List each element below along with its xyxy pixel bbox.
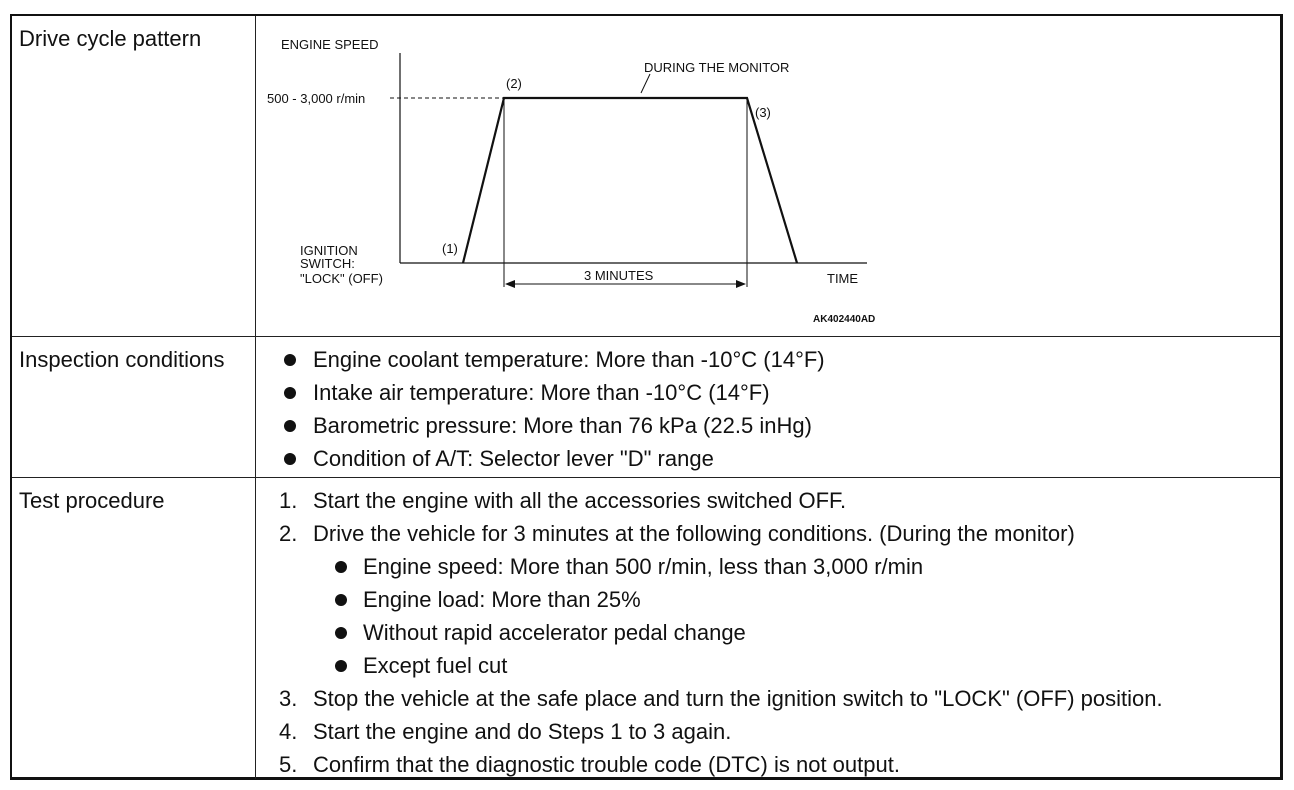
test-procedure-cell — [257, 478, 1280, 779]
sub-condition-text: Without rapid accelerator pedal change — [363, 620, 746, 645]
duration-label: 3 MINUTES — [584, 268, 654, 283]
test-procedure-row — [12, 477, 1280, 779]
drive-cycle-diagram — [257, 16, 1281, 334]
bullet-icon — [284, 420, 296, 432]
point-1-label: (1) — [442, 241, 458, 256]
x-axis-label: TIME — [827, 271, 859, 286]
condition-text: Intake air temperature: More than -10°C (14°F) — [313, 380, 770, 405]
bullet-icon — [284, 354, 296, 366]
condition-text: Engine coolant temperature: More than -10°C (14°F) — [313, 347, 825, 372]
drive-cycle-table — [10, 14, 1283, 780]
condition-text: Condition of A/T: Selector lever "D" range — [313, 446, 714, 471]
step-text: Start the engine with all the accessories switched OFF. — [313, 488, 847, 513]
step-text: Confirm that the diagnostic trouble code (DTC) is not output. — [313, 752, 900, 777]
bullet-icon — [335, 627, 347, 639]
ignition-label-line-2: SWITCH: — [300, 256, 355, 271]
bullet-icon — [335, 660, 347, 672]
step-text: Drive the vehicle for 3 minutes at the following conditions. (During the monitor) — [313, 521, 1075, 546]
inspection-conditions-cell — [257, 337, 1280, 477]
bullet-icon — [284, 453, 296, 465]
inspection-conditions-row — [12, 336, 1280, 477]
duration-arrow-left — [505, 280, 515, 288]
bullet-icon — [335, 594, 347, 606]
ignition-label-line-1: IGNITION — [300, 243, 358, 258]
step-number: 1. — [279, 488, 298, 513]
duration-arrow-right — [736, 280, 746, 288]
test-procedure-label: Test procedure — [12, 478, 256, 779]
point-3-label: (3) — [755, 105, 771, 120]
step-number: 2. — [279, 521, 298, 546]
monitor-label: DURING THE MONITOR — [644, 60, 790, 75]
sub-condition-text: Engine load: More than 25% — [363, 587, 641, 612]
bullet-icon — [284, 387, 296, 399]
step-text: Start the engine and do Steps 1 to 3 again. — [313, 719, 732, 744]
bullet-icon — [335, 561, 347, 573]
ignition-label-line-3: "LOCK" (OFF) — [300, 271, 383, 286]
sub-condition-text: Except fuel cut — [363, 653, 508, 678]
monitor-leader-line — [641, 74, 650, 93]
figure-code: AK402440AD — [813, 314, 876, 325]
step-number: 5. — [279, 752, 298, 777]
step-text: Stop the vehicle at the safe place and turn the ignition switch to "LOCK" (OFF) position. — [313, 686, 1163, 711]
drive-cycle-diagram-cell — [257, 16, 1280, 336]
condition-text: Barometric pressure: More than 76 kPa (22.5 inHg) — [313, 413, 812, 438]
point-2-label: (2) — [506, 76, 522, 91]
y-axis-label: ENGINE SPEED — [281, 37, 379, 52]
speed-level-label: 500 - 3,000 r/min — [267, 91, 366, 106]
step-number: 4. — [279, 719, 298, 744]
drive-cycle-row — [12, 16, 1280, 336]
inspection-conditions-label: Inspection conditions — [12, 337, 256, 477]
drive-cycle-label: Drive cycle pattern — [12, 16, 256, 336]
step-number: 3. — [279, 686, 298, 711]
sub-condition-text: Engine speed: More than 500 r/min, less than 3,000 r/min — [363, 554, 924, 579]
